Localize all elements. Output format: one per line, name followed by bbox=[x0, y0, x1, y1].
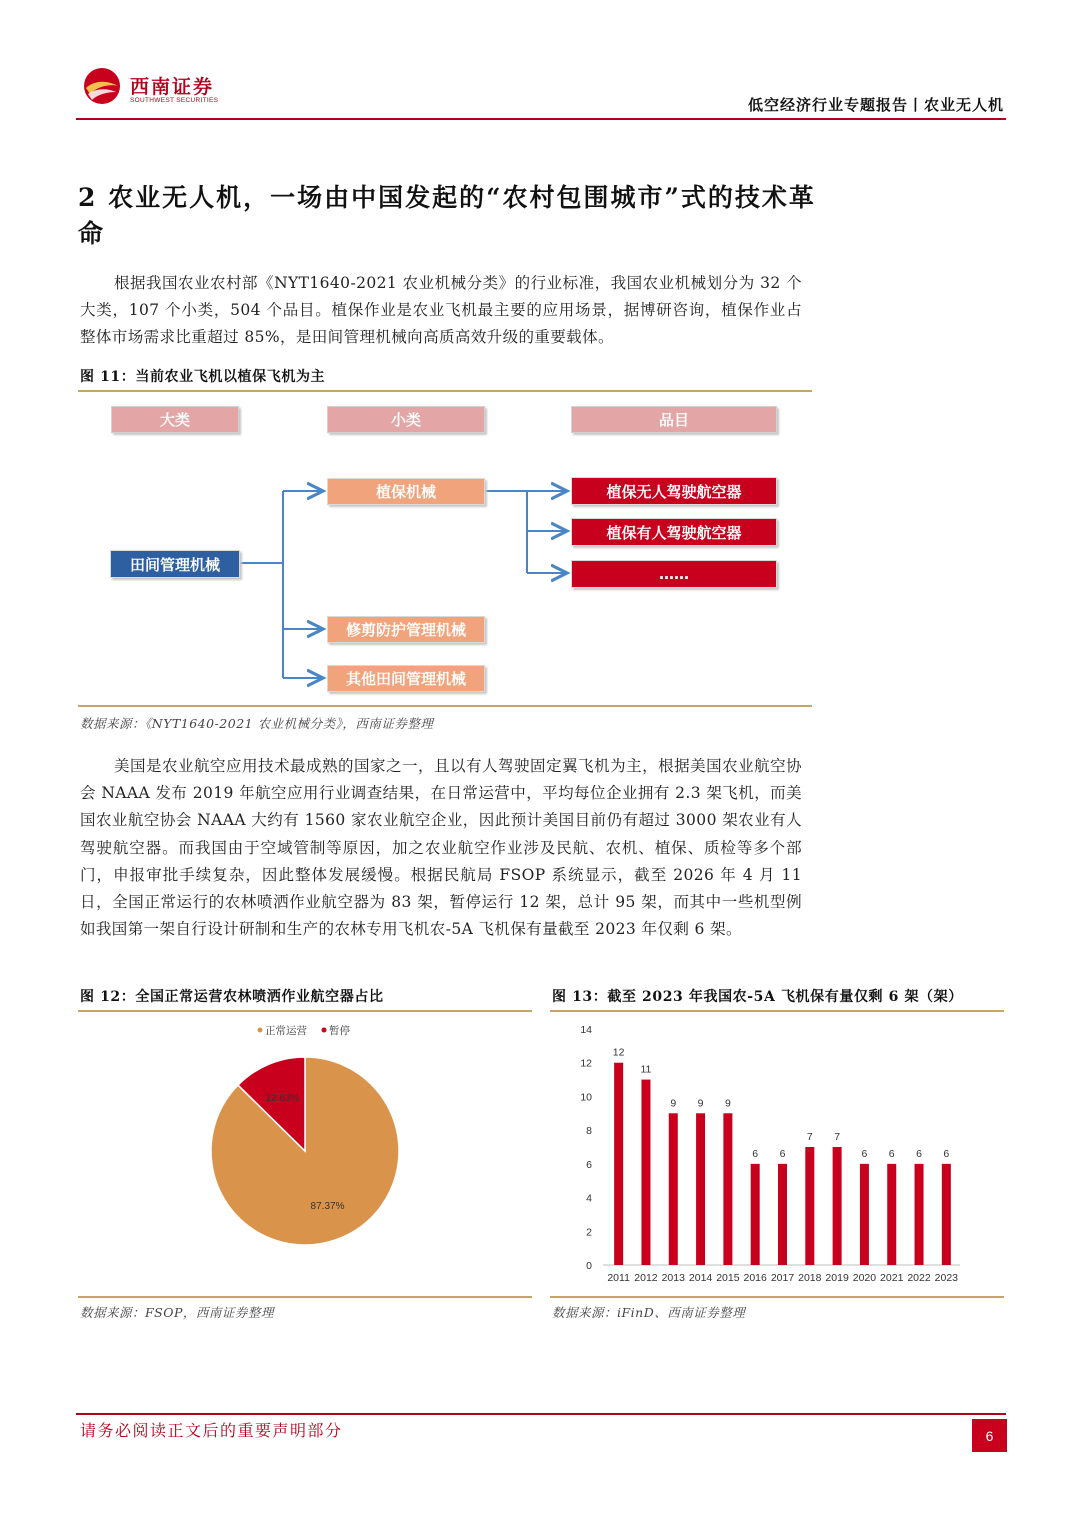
x-tick-label: 2023 bbox=[934, 1272, 959, 1284]
figure-11-source: 数据来源：《NYT1640-2021 农业机械分类》，西南证券整理 bbox=[80, 716, 434, 731]
bar-chart-bars bbox=[614, 1063, 951, 1265]
diagram-connectors bbox=[0, 0, 1080, 720]
bar-data-label: 9 bbox=[724, 1097, 731, 1110]
bar bbox=[696, 1113, 705, 1265]
legend-marker bbox=[258, 1028, 263, 1033]
legend-label: 正常运营 bbox=[265, 1025, 307, 1037]
figure-12-top-rule bbox=[78, 1010, 532, 1012]
figure-11-caption: 图 11：当前农业飞机以植保飞机为主 bbox=[80, 369, 326, 385]
company-name-en: SOUTHWEST SECURITIES bbox=[130, 97, 219, 104]
subcategory-box: 其他田间管理机械 bbox=[327, 665, 485, 692]
item-box: …… bbox=[571, 560, 777, 588]
x-tick-label: 2021 bbox=[880, 1272, 904, 1284]
x-tick-label: 2016 bbox=[743, 1272, 767, 1284]
footer-divider bbox=[76, 1413, 1006, 1415]
bar-chart-data-labels bbox=[613, 1047, 950, 1160]
subcategory-box: 植保机械 bbox=[327, 478, 485, 505]
figure-13-top-rule bbox=[550, 1010, 1004, 1012]
bar bbox=[614, 1063, 623, 1265]
category-box: 田间管理机械 bbox=[110, 550, 240, 578]
bar-chart bbox=[550, 1014, 1004, 1294]
bar-data-label: 6 bbox=[916, 1147, 922, 1160]
company-name-cn: 西南证券 bbox=[130, 76, 215, 98]
report-title: 低空经济行业专题报告丨农业无人机 bbox=[747, 96, 1004, 114]
y-tick-label: 14 bbox=[580, 1024, 592, 1036]
figure-13-bottom-rule bbox=[550, 1296, 1004, 1298]
header-box-item: 品目 bbox=[571, 406, 777, 433]
bar-data-label: 6 bbox=[779, 1147, 786, 1160]
x-tick-label: 2015 bbox=[716, 1272, 740, 1284]
x-tick-label: 2012 bbox=[634, 1272, 658, 1284]
y-tick-label: 10 bbox=[580, 1091, 592, 1104]
bar-data-label: 6 bbox=[888, 1147, 895, 1160]
x-tick-label: 2014 bbox=[688, 1272, 713, 1284]
bar bbox=[915, 1164, 924, 1265]
figure-13-caption: 图 13：截至 2023 年我国农-5A 飞机保有量仅剩 6 架（架） bbox=[552, 989, 963, 1005]
bar bbox=[669, 1113, 678, 1265]
bar-data-label: 7 bbox=[806, 1131, 813, 1143]
bar-data-label: 9 bbox=[697, 1097, 704, 1110]
bar-data-label: 9 bbox=[670, 1097, 677, 1110]
bar bbox=[751, 1164, 760, 1265]
item-box: 植保无人驾驶航空器 bbox=[571, 477, 777, 505]
bar bbox=[805, 1147, 814, 1265]
y-tick-label: 4 bbox=[586, 1192, 592, 1205]
x-tick-label: 2011 bbox=[607, 1272, 630, 1284]
body-paragraph-2: 美国是农业航空应用技术最成熟的国家之一，且以有人驾驶固定翼飞机为主，根据美国农业航空协会 NAAA 发布 2019 年航空应用行业调查结果，在日常运营中，平均每位企业拥有 2.3 架飞机，而美国农业航空协会 NAAA 大约有 1560 家农业航空企业，因此预计美国目前仍有超过 3000 架农业有人驾驶航空器。而我国由于空域管制等原因，加之农业航空作业涉及民航、农机、植保、质检等多个部门，申报审批手续复杂，因此整体发展缓慢。根据民航局 FSOP 系统显示，截至 2026 年 4 月 11 日，全国正常运行的农林喷洒作业航空器为 83 架，暂停运行 12 架，总计 95 架，而其中一些机型例如我国第一架自行设计研制和生产的农林专用飞机农-5A 飞机保有量截至 2023 年仅剩 6 架。 bbox=[80, 757, 802, 939]
header-box-minor: 小类 bbox=[327, 406, 485, 433]
body-paragraph-1: 根据我国农业农村部《NYT1640-2021 农业机械分类》的行业标准，我国农业机械划分为 32 个大类，107 个小类，504 个品目。植保作业是农业飞机最主要的应用场景，据博研咨询，植保作业占整体市场需求比重超过 85%，是田间管理机械向高质高效升级的重要载体。 bbox=[80, 274, 802, 347]
bar-data-label: 6 bbox=[752, 1147, 759, 1160]
y-tick-label: 12 bbox=[580, 1057, 592, 1070]
subcategory-box: 修剪防护管理机械 bbox=[327, 616, 485, 643]
bar-data-label: 12 bbox=[612, 1046, 625, 1059]
bar-data-label: 6 bbox=[943, 1147, 950, 1160]
bar bbox=[641, 1080, 650, 1265]
bar bbox=[887, 1164, 896, 1265]
bar-data-label: 11 bbox=[640, 1063, 652, 1076]
pie-slice-label: 12.63% bbox=[265, 1093, 300, 1105]
bar-chart-axis bbox=[580, 1024, 960, 1284]
bar bbox=[860, 1164, 869, 1265]
item-box: 植保有人驾驶航空器 bbox=[571, 518, 777, 546]
x-tick-label: 2017 bbox=[770, 1272, 795, 1284]
bar bbox=[942, 1164, 951, 1265]
x-tick-label: 2022 bbox=[907, 1272, 931, 1284]
footer-disclaimer: 请务必阅读正文后的重要声明部分 bbox=[80, 1421, 343, 1440]
pie-slices bbox=[211, 1057, 399, 1245]
bar bbox=[778, 1164, 787, 1265]
bar-data-label: 7 bbox=[834, 1131, 841, 1143]
header-box-major: 大类 bbox=[111, 406, 239, 433]
y-tick-label: 0 bbox=[586, 1260, 592, 1272]
figure-13-source: 数据来源：iFinD、西南证券整理 bbox=[552, 1305, 746, 1320]
legend-marker bbox=[322, 1028, 327, 1033]
y-tick-label: 6 bbox=[586, 1158, 592, 1171]
pie-chart bbox=[78, 1014, 532, 1294]
figure-12-caption: 图 12：全国正常运营农林喷洒作业航空器占比 bbox=[80, 989, 384, 1005]
x-tick-label: 2013 bbox=[661, 1272, 685, 1284]
y-tick-label: 8 bbox=[586, 1125, 592, 1138]
legend-label: 暂停 bbox=[329, 1025, 350, 1037]
x-tick-label: 2019 bbox=[825, 1272, 849, 1284]
x-tick-label: 2018 bbox=[798, 1272, 822, 1284]
x-tick-label: 2020 bbox=[852, 1272, 877, 1284]
figure-12-source: 数据来源：FSOP，西南证券整理 bbox=[80, 1305, 274, 1320]
figure-11-bottom-rule bbox=[78, 705, 812, 707]
section-title: 2 农业无人机，一场由中国发起的“农村包围城市”式的技术革命 bbox=[78, 183, 816, 248]
pie-slice-label: 87.37% bbox=[310, 1200, 345, 1212]
bar-data-label: 6 bbox=[861, 1147, 868, 1160]
figure-12-bottom-rule bbox=[78, 1296, 532, 1298]
page-number: 6 bbox=[972, 1419, 1007, 1452]
y-tick-label: 2 bbox=[586, 1226, 592, 1239]
pie-legend bbox=[258, 1024, 351, 1037]
bar bbox=[833, 1147, 842, 1265]
bar bbox=[723, 1113, 732, 1265]
